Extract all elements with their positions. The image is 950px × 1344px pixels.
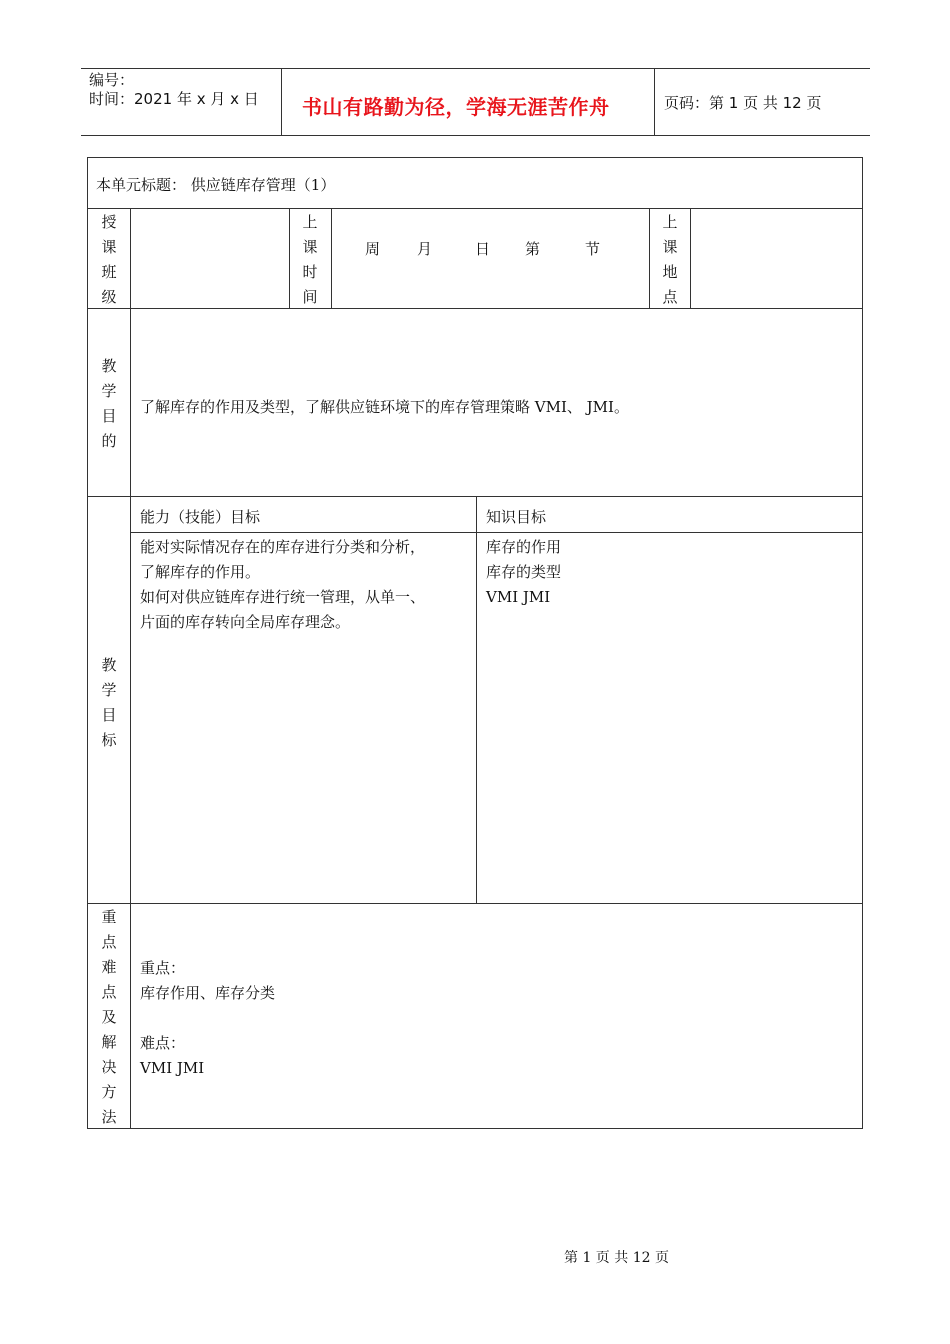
key-points-content <box>140 956 275 1081</box>
table-rule-3 <box>87 496 863 497</box>
key-points-line: 重点： <box>140 959 186 977</box>
unit-title: 本单元标题： 供应链库存管理（1） <box>96 176 336 194</box>
table-rule-time-right <box>331 208 332 308</box>
time-slot-week: 周 <box>365 240 381 258</box>
key-points-line: 难点： <box>140 1034 186 1052</box>
table-rule-time-left <box>289 208 290 308</box>
header-motto: 书山有路勤为径，学海无涯苦作舟 <box>302 95 610 119</box>
table-rule-goals-split <box>476 496 477 903</box>
table-rule-1 <box>87 208 863 209</box>
table-label-column-rule <box>130 208 131 1128</box>
key-points-line: 库存作用、库存分类 <box>140 984 276 1002</box>
purpose-text: 了解库存的作用及类型，了解供应链环境下的库存管理策略 VMI、 JMI。 <box>140 398 629 416</box>
table-rule-bottom <box>87 1128 863 1129</box>
table-rule-place-left <box>649 208 650 308</box>
header-bottom-rule <box>81 135 870 136</box>
time-slot-period: 节 <box>585 240 601 258</box>
time-slot-month: 月 <box>417 240 433 258</box>
header-time-line: 时间：2021 年 x 月 x 日 <box>89 90 259 108</box>
class-label: 授 课 班 级 <box>101 213 117 306</box>
ability-goals-list <box>140 535 425 635</box>
knowledge-goal-line: VMI JMI <box>486 588 551 606</box>
knowledge-goal-line: 库存的类型 <box>486 563 562 581</box>
time-slot-ordinal: 第 <box>525 240 541 258</box>
place-label: 上 课 地 点 <box>662 213 678 306</box>
ability-goal-line: 片面的库存转向全局库存理念。 <box>140 613 351 631</box>
table-rule-goals-header <box>130 532 863 533</box>
time-slot-day: 日 <box>475 240 491 258</box>
key-points-line <box>140 1006 275 1031</box>
knowledge-goals-header: 知识目标 <box>486 508 547 526</box>
ability-goals-header: 能力（技能）目标 <box>140 508 261 526</box>
ability-goal-line: 了解库存的作用。 <box>140 563 261 581</box>
time-label: 上 课 时 间 <box>302 213 318 306</box>
table-rule-2 <box>87 308 863 309</box>
table-rule-top <box>87 157 863 158</box>
header-divider-right <box>654 68 655 136</box>
footer-page-number: 第 1 页 共 12 页 <box>564 1250 669 1266</box>
purpose-label: 教 学 目 的 <box>101 357 117 450</box>
header-top-rule <box>81 68 870 69</box>
header-divider-left <box>281 68 282 136</box>
table-rule-4 <box>87 903 863 904</box>
table-border-left <box>87 157 88 1129</box>
header-page-info: 页码：第 1 页 共 12 页 <box>664 94 822 112</box>
goals-label: 教 学 目 标 <box>101 656 117 749</box>
key-points-label: 重 点 难 点 及 解 决 方 法 <box>101 908 117 1126</box>
knowledge-goal-line: 库存的作用 <box>486 538 562 556</box>
knowledge-goals-list <box>486 535 561 610</box>
ability-goal-line: 能对实际情况存在的库存进行分类和分析， <box>140 538 426 556</box>
table-border-right <box>862 157 863 1129</box>
key-points-line: VMI JMI <box>140 1059 205 1077</box>
ability-goal-line: 如何对供应链库存进行统一管理，从单一、 <box>140 588 426 606</box>
table-rule-place-right <box>690 208 691 308</box>
header-number-label: 编号： <box>89 71 135 89</box>
